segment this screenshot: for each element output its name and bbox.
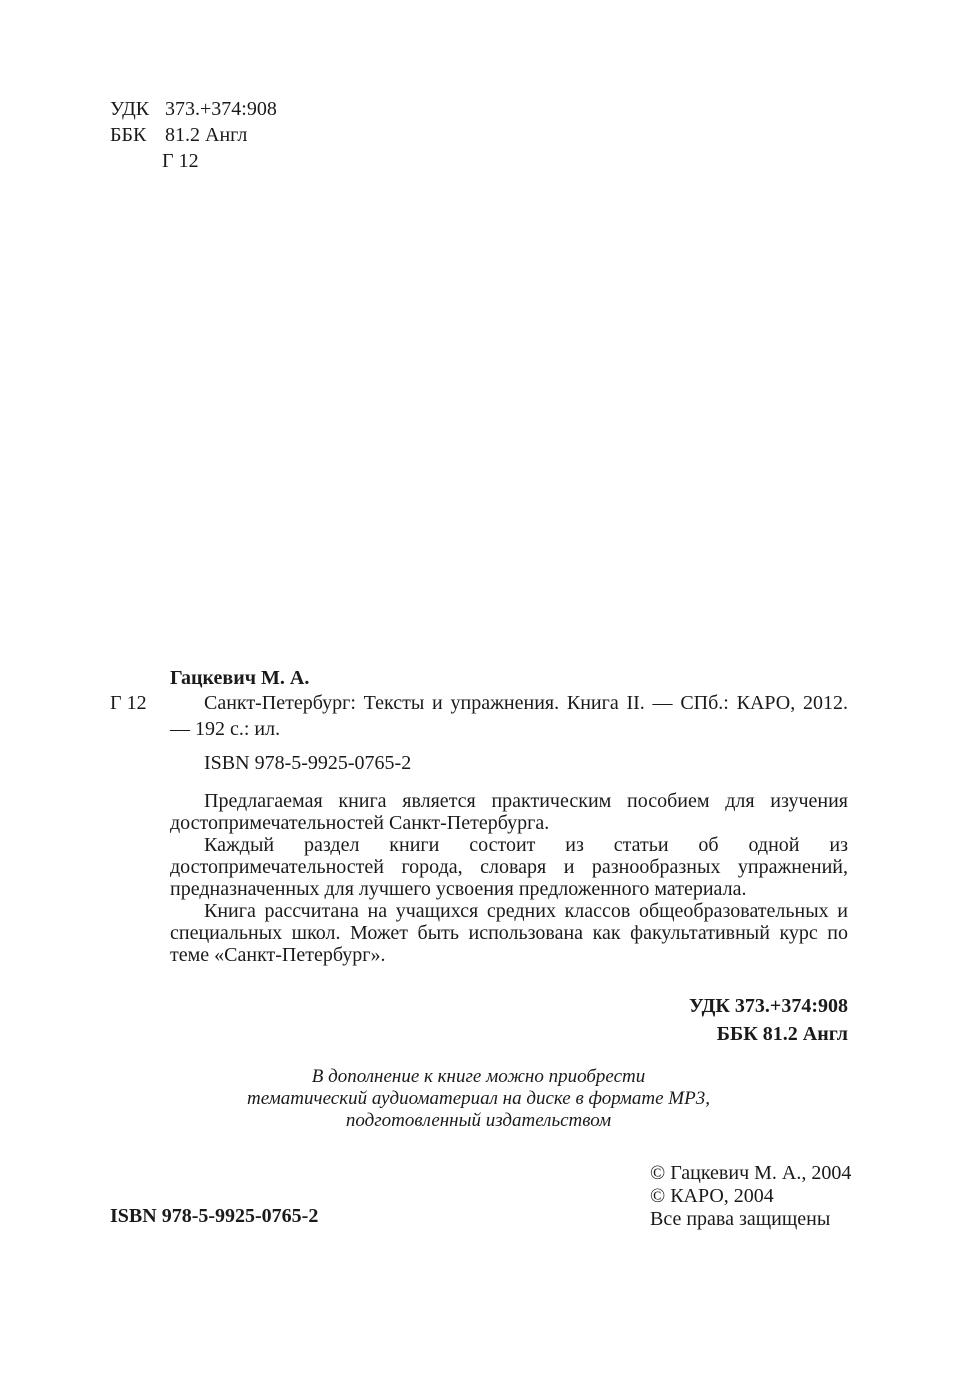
bibliographic-description: Санкт-Петербург: Тексты и упражнения. Книга II. — СПб.: КАРО, 2012. — 192 с.: ил.	[170, 692, 848, 740]
annotation-paragraph: Каждый раздел книги состоит из статьи об одной из достопримечательностей города, словаря и разнообразных упражнений, предназначенных для лучшего усвоения предложенного материала.	[170, 834, 848, 900]
right-classification	[500, 992, 848, 1048]
author-code-top: Г 12	[162, 150, 199, 172]
annotation-paragraph: Книга рассчитана на учащихся средних классов общеобразовательных и специальных школ. Может быть использована как факультативный курс по теме «Санкт-Петербург».	[170, 900, 848, 966]
author-name: Гацкевич М. А.	[170, 667, 310, 689]
notice-line: В дополнение к книге можно приобрести	[311, 1066, 646, 1087]
bbk-line: ББК 81.2 Англ	[716, 1023, 848, 1045]
bbk-label: ББК	[110, 124, 147, 146]
udk-value: 373.+374:908	[165, 98, 277, 120]
isbn-entry: ISBN 978-5-9925-0765-2	[204, 752, 412, 774]
annotation-paragraph: Предлагаемая книга является практическим пособием для изучения достопримечательностей Санкт-Петербурга.	[170, 790, 848, 834]
udk-line: УДК 373.+374:908	[689, 995, 848, 1017]
notice-line: тематический аудиоматериал на диске в формате MP3,	[247, 1088, 710, 1109]
notice-line: подготовленный издательством	[345, 1110, 612, 1131]
author-code: Г 12	[110, 692, 147, 714]
audio-notice	[180, 1066, 777, 1132]
annotation	[170, 790, 848, 966]
copyright-block	[650, 1162, 851, 1231]
isbn-bottom: ISBN 978-5-9925-0765-2	[110, 1205, 319, 1227]
copyright-publisher: © КАРО, 2004	[650, 1185, 774, 1207]
top-classification	[110, 96, 277, 174]
bbk-value: 81.2 Англ	[165, 124, 248, 146]
rights-reserved: Все права защищены	[650, 1208, 831, 1230]
udk-label: УДК	[110, 98, 150, 120]
copyright-author: © Гацкевич М. А., 2004	[650, 1162, 852, 1184]
udk-row	[110, 96, 277, 122]
bbk-row	[110, 122, 277, 148]
